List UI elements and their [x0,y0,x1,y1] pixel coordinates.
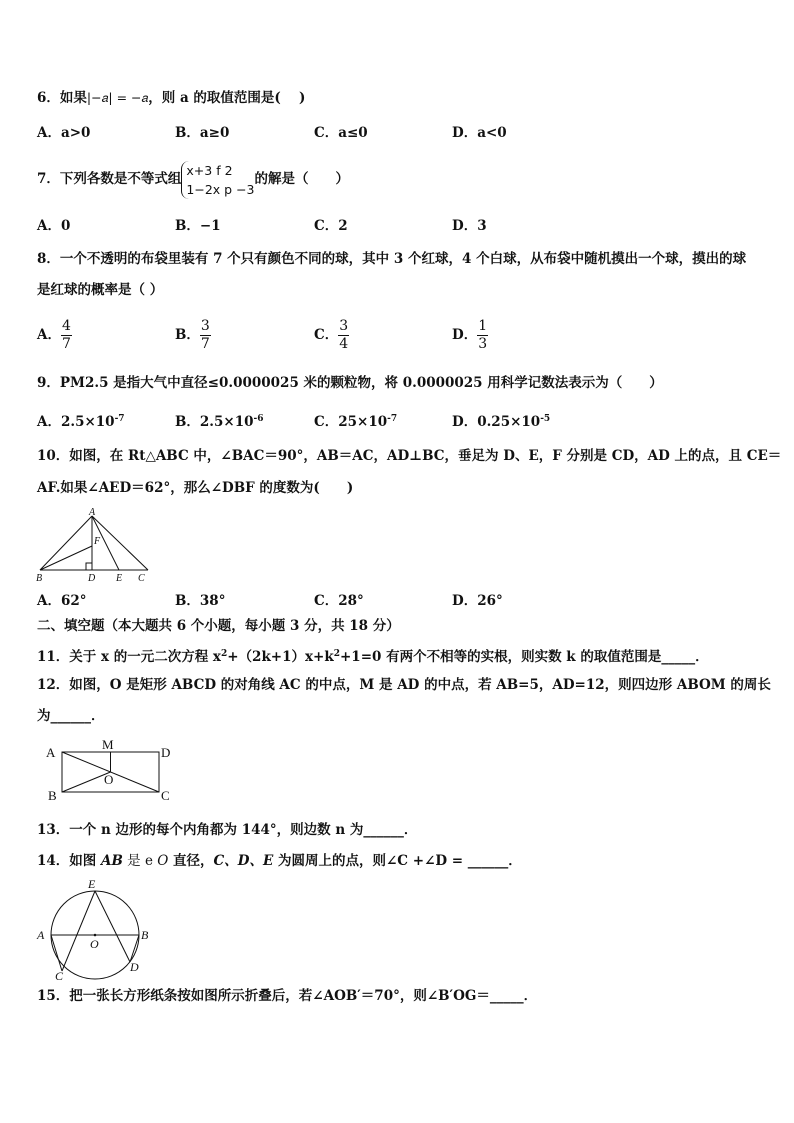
label-f: F [94,536,101,547]
q10-option-a: A．62° [37,593,87,609]
question-7: 7．下列各数是不等式组 x+3 f 2 1−2x p −3 的解是（ ） [37,162,349,197]
q7-option-a: A．0 [37,218,71,234]
q8-option-d: D． $\frac{1}{3}$ [452,318,488,352]
question-12-line1: 12．如图，O 是矩形 ABCD 的对角线 AC 的中点，M 是 AD 的中点，若 AB=5，AD=12，则四边形 ABOM 的周长 [37,677,771,693]
label-b: B [48,788,57,803]
circle-figure [34,874,156,984]
q10-option-c: C．28° [314,593,364,609]
q9-option-c: C．$25\times 10^{-7}$ [314,414,398,430]
question-10-line1: 10．如图，在 Rt△ABC 中，∠BAC＝90°，AB＝AC，AD⊥BC，垂足为 D、E，F 分别是 CD，AD 上的点，且 CE＝ [37,448,782,464]
question-9: 9．PM2.5 是指大气中直径≤0.0000025 米的颗粒物，将 0.0000025 用科学记数法表示为（ ） [37,375,663,391]
q6-option-a: A．a>0 [37,125,91,141]
label-d: D [161,745,171,760]
fraction: $\frac{3}{4}$ [339,318,349,352]
label-e: E [116,573,123,584]
question-13: 13．一个 n 边形的每个内角都为 144°，则边数 n 为______． [37,822,418,838]
question-12-line2: 为______． [37,708,105,724]
inequality-system: x+3 f 2 1−2x p −3 [181,161,254,199]
label-c: C [161,788,170,803]
q7-option-d: D．3 [452,218,487,234]
q6-option-b: B．a≥0 [175,125,230,141]
label-b: B [36,573,43,584]
triangle-figure [34,506,156,584]
label-a: A [89,507,96,518]
fraction: $\frac{3}{7}$ [200,318,210,352]
q8-option-b: B． $\frac{3}{7}$ [175,318,210,352]
label-m: M [102,737,114,752]
q6-option-d: D．a<0 [452,125,507,141]
question-15: 15．把一张长方形纸条按如图所示折叠后，若∠AOB′＝70°，则∠B′OG＝_____． [37,988,538,1004]
q8-option-a: A． $\frac{4}{7}$ [37,318,71,352]
q9-option-a: A．$2.5\times 10^{-7}$ [37,414,125,430]
q9-option-b: B．$2.5\times 10^{-6}$ [175,414,264,430]
rectangle-figure [44,737,179,803]
q10-option-b: B．38° [175,593,226,609]
question-6: 6．如果|−𝑎| = −𝑎，则 a 的取值范围是( ) [37,90,306,106]
q8-option-c: C． $\frac{3}{4}$ [314,318,349,352]
abs-expression: |−𝑎| = −𝑎 [86,90,149,105]
question-8-line1: 8．一个不透明的布袋里装有 7 个只有颜色不同的球，其中 3 个红球，4 个白球，从布袋中随机摸出一个球，摸出的球 [37,251,747,267]
label-d: D [88,573,96,584]
label-e: E [88,877,96,891]
label-d: D [130,960,139,974]
section-heading: 二、填空题（本大题共 6 个小题，每小题 3 分，共 18 分） [37,618,400,634]
question-8-line2: 是红球的概率是（ ） [37,282,164,298]
fraction: $\frac{4}{7}$ [61,318,71,352]
label-a: A [46,745,56,760]
q7-option-b: B．−1 [175,218,221,234]
question-10-line2: AF.如果∠AED＝62°，那么∠DBF 的度数为( ) [37,480,354,496]
q6-option-c: C．a≤0 [314,125,368,141]
label-b: B [141,928,149,942]
q9-option-d: D．$0.25\times 10^{-5}$ [452,414,551,430]
label-o: O [104,772,114,787]
fraction: $\frac{1}{3}$ [478,318,488,352]
question-11: 11．关于 x 的一元二次方程 $x^2+(2k+1)x+k^2+1=0$ 有两个不相等的实根，则实数 k 的取值范围是_____． [37,649,709,665]
label-c: C [55,969,64,983]
q7-option-c: C．2 [314,218,348,234]
question-14: 14．如图 AB 是 e O 直径，C、D、E 为圆周上的点，则∠C +∠D = ______． [37,853,522,869]
label-a: A [37,928,45,942]
q10-option-d: D．26° [452,593,503,609]
label-c: C [138,573,145,584]
label-o: O [90,937,99,951]
